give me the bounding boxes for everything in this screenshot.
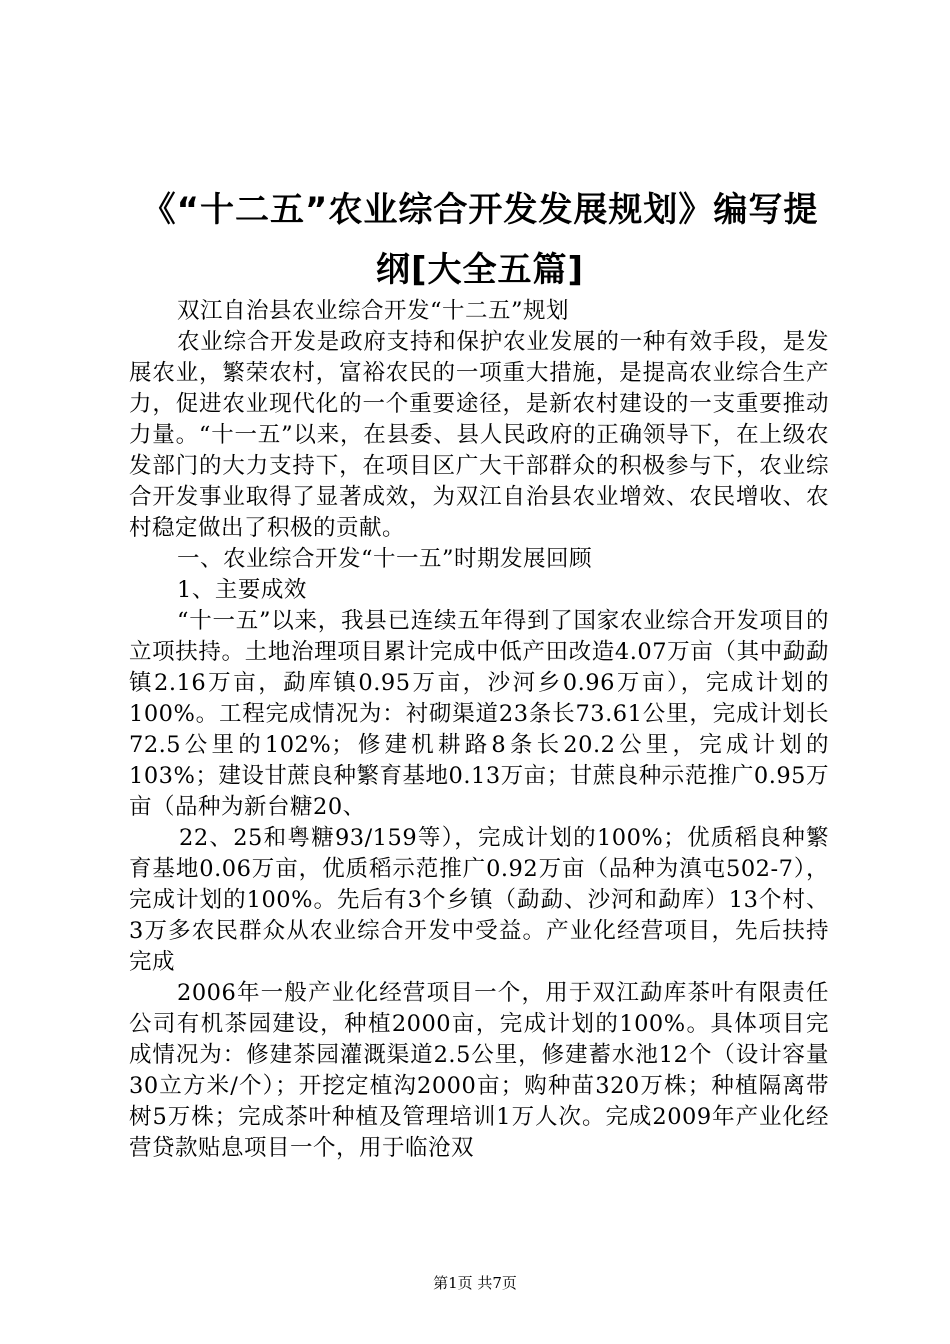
- intro-paragraph: 农业综合开发是政府支持和保护农业发展的一种有效手段，是发展农业，繁荣农村，富裕农民的一项重大措施，是提高农业综合生产力，促进农业现代化的一个重要途径，是新农村建设的一支重要推动力量。“十一五”以来，在县委、县人民政府的正确领导下，在上级农发部门的大力支持下，在项目区广大干部群众的积极参与下，农业综合开发事业取得了显著成效，为双江自治县农业增效、农民增收、农村稳定做出了积极的贡献。: [129, 329, 829, 541]
- subsection-heading: 1、主要成效: [177, 577, 307, 603]
- achievements-continued-paragraph: 22、25和粤糖93/159等），完成计划的100%；优质稻良种繁育基地0.06万亩，优质稻示范推广0.92万亩（品种为滇屯502-7），完成计划的100%。先后有3个乡镇（勐勐、沙河和勐库）13个村、3万多农民群众从农业综合开发中受益。产业化经营项目，先后扶持完成: [129, 825, 829, 975]
- title-line-2: 纲[大全五篇]: [375, 250, 585, 290]
- achievements-paragraph: “十一五”以来，我县已连续五年得到了国家农业综合开发项目的立项扶持。土地治理项目累计完成中低产田改造4.07万亩（其中勐勐镇2.16万亩，勐库镇0.95万亩，沙河乡0.96万亩），完成计划的100%。工程完成情况为：衬砌渠道23条长73.61公里，完成计划长72.5公里的102%；修建机耕路8条长20.2公里，完成计划的103%；建设甘蔗良种繁育基地0.13万亩；甘蔗良种示范推广0.95万亩（品种为新台糖20、: [129, 608, 829, 820]
- document-title: [120, 180, 840, 300]
- page-footer: 第1页 共7页: [433, 1274, 517, 1292]
- industrialization-paragraph: 2006年一般产业化经营项目一个，用于双江勐库茶叶有限责任公司有机茶园建设，种植2000亩，完成计划的100%。具体项目完成情况为：修建茶园灌溉渠道2.5公里，修建蓄水池12个（设计容量30立方米/个）；开挖定植沟2000亩；购种苗320万株；种植隔离带树5万株；完成茶叶种植及管理培训1万人次。完成2009年产业化经营贷款贴息项目一个，用于临沧双: [129, 980, 829, 1161]
- section-heading: 一、农业综合开发“十一五”时期发展回顾: [177, 546, 593, 572]
- document-body: [129, 296, 829, 1164]
- subtitle-paragraph: 双江自治县农业综合开发“十二五”规划: [177, 298, 570, 324]
- title-line-1: 《“十二五”农业综合开发发展规划》编写提: [141, 190, 819, 230]
